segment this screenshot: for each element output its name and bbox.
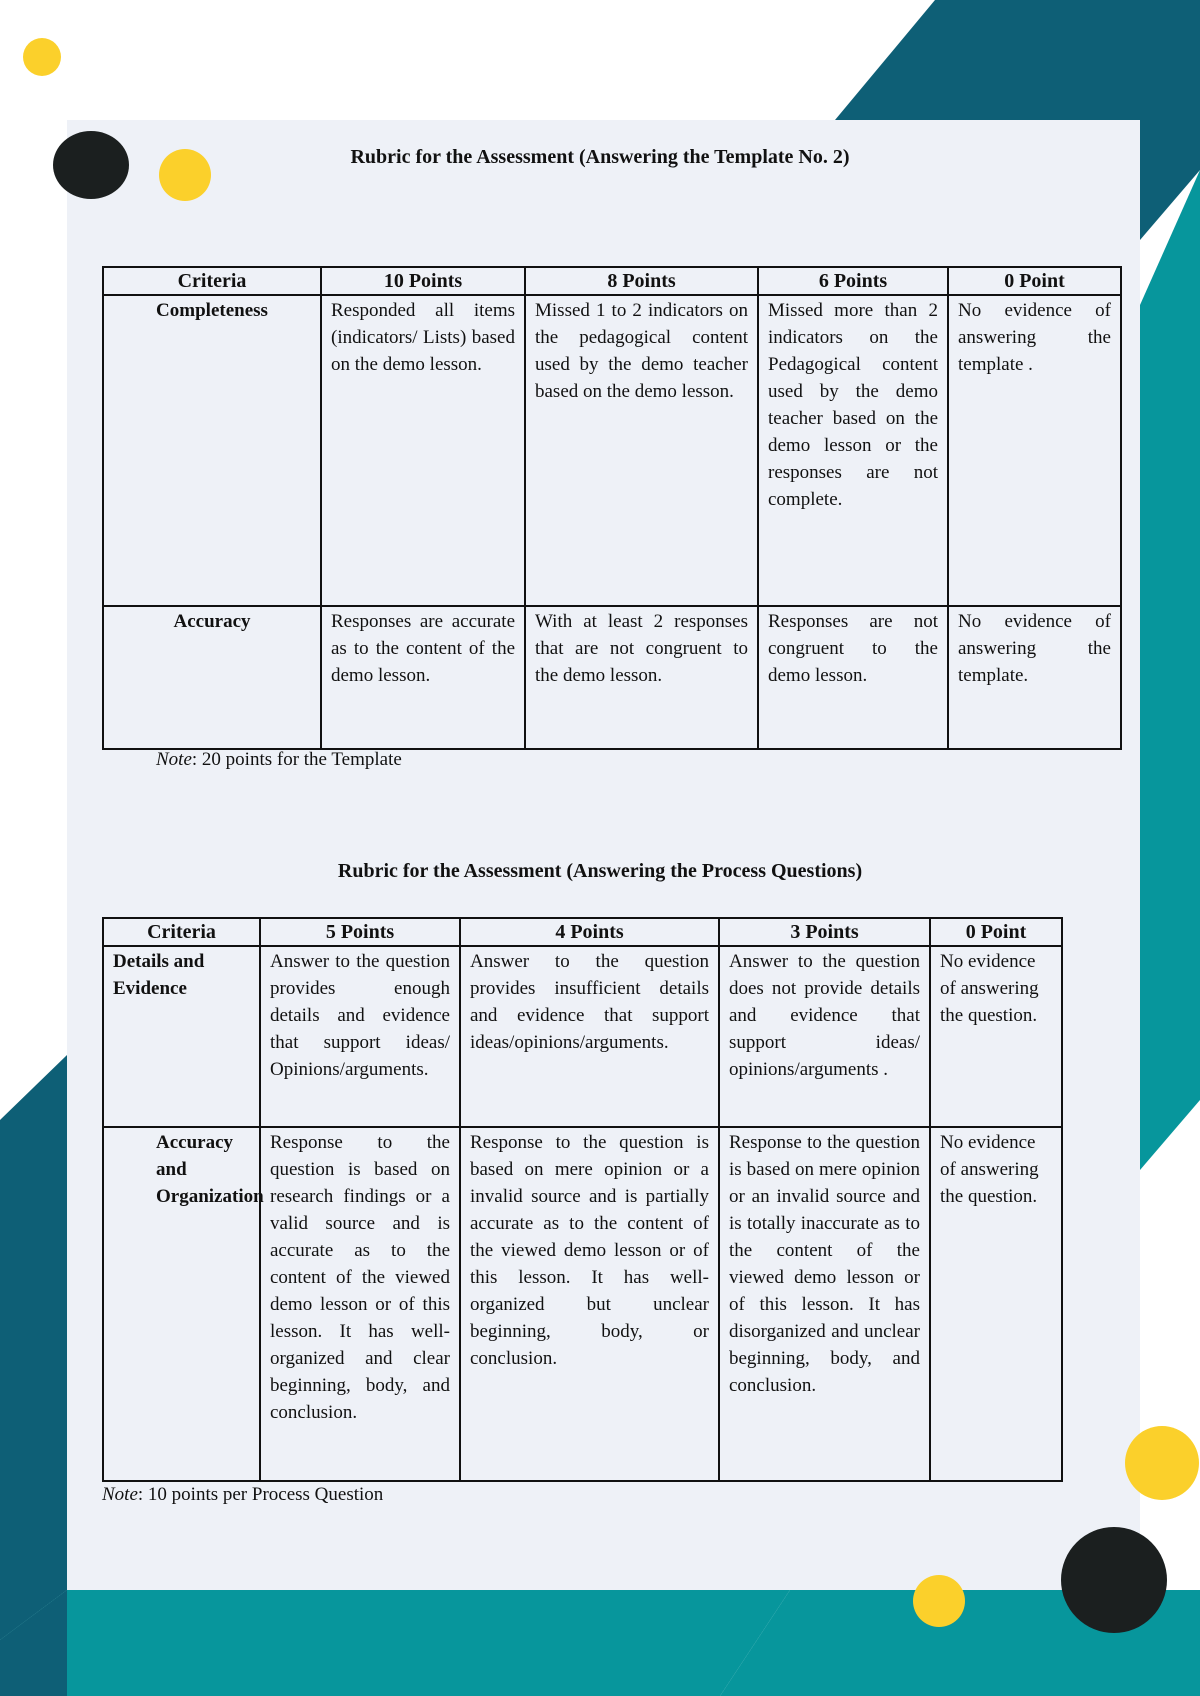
criteria-cell: Completeness [103,295,321,606]
table-cell: Responses are accurate as to the content of the demo lesson. [321,606,525,749]
header-5-points: 5 Points [260,918,460,946]
table-cell: With at least 2 responses that are not congruent to the demo lesson. [525,606,758,749]
note-label: Note [156,749,192,770]
note-label: Note [102,1484,138,1505]
table-cell: No evidence of answering the template. [948,606,1121,749]
table-cell: Missed more than 2 indicators on the Pedagogical content used by the demo teacher based on the demo lesson or the responses are not complete. [758,295,948,606]
table-cell: Response to the question is based on research findings or a valid source and is accurate as to the content of the viewed demo lesson or of this lesson. It has well-organized and clear beginning, body, and conclusion. [260,1127,460,1481]
header-6-points: 6 Points [758,267,948,295]
table-cell: Responses are not congruent to the demo lesson. [758,606,948,749]
header-0-point: 0 Point [930,918,1062,946]
black-dot [1061,1527,1167,1633]
yellow-dot [23,38,61,76]
table-cell: Responded all items (indicators/ Lists) based on the demo lesson. [321,295,525,606]
rubric-table-template [102,266,1122,750]
table-row [103,606,1121,749]
header-criteria: Criteria [103,918,260,946]
rubric-title-template: Rubric for the Assessment (Answering the Template No. 2) [350,146,850,168]
table-cell: Answer to the question provides insufficient details and evidence that support ideas/opinions/arguments. [460,946,719,1127]
header-10-points: 10 Points [321,267,525,295]
table-row [103,946,1062,1127]
table-row [103,295,1121,606]
note-text: : 20 points for the Template [191,749,402,770]
table-cell: No evidence of answering the question. [930,1127,1062,1481]
table-cell: Response to the question is based on mere opinion or a invalid source and is partially accurate as to the content of the viewed demo lesson or of this lesson. It has well-organized but unclear beginning, body, or conclusion. [460,1127,719,1481]
header-criteria: Criteria [103,267,321,295]
note-process [102,1484,383,1506]
table-header-row [103,267,1121,295]
table-cell: No evidence of answering the question. [930,946,1062,1127]
yellow-dot [913,1575,965,1627]
header-8-points: 8 Points [525,267,758,295]
table-row [103,1127,1062,1481]
note-template [156,749,402,771]
yellow-dot [1125,1426,1199,1500]
header-3-points: 3 Points [719,918,930,946]
criteria-cell: Details and Evidence [103,946,260,1127]
table-cell: Answer to the question does not provide details and evidence that support ideas/ opinions/arguments . [719,946,930,1127]
table-header-row [103,918,1062,946]
rubric-title-process: Rubric for the Assessment (Answering the Process Questions) [337,860,863,882]
header-4-points: 4 Points [460,918,719,946]
criteria-cell: Accuracy and Organization [103,1127,260,1481]
table-cell: No evidence of answering the template . [948,295,1121,606]
note-text: : 10 points per Process Question [137,1484,384,1505]
table-cell: Answer to the question provides enough details and evidence that support ideas/ Opinions/arguments. [260,946,460,1127]
header-0-point: 0 Point [948,267,1121,295]
table-cell: Response to the question is based on mere opinion or an invalid source and is totally inaccurate as to the content of the viewed demo lesson or of this lesson. It has disorganized and unclear beginning, body, and conclusion. [719,1127,930,1481]
table-cell: Missed 1 to 2 indicators on the pedagogical content used by the demo teacher based on the demo lesson. [525,295,758,606]
criteria-cell: Accuracy [103,606,321,749]
rubric-table-process [102,917,1063,1482]
